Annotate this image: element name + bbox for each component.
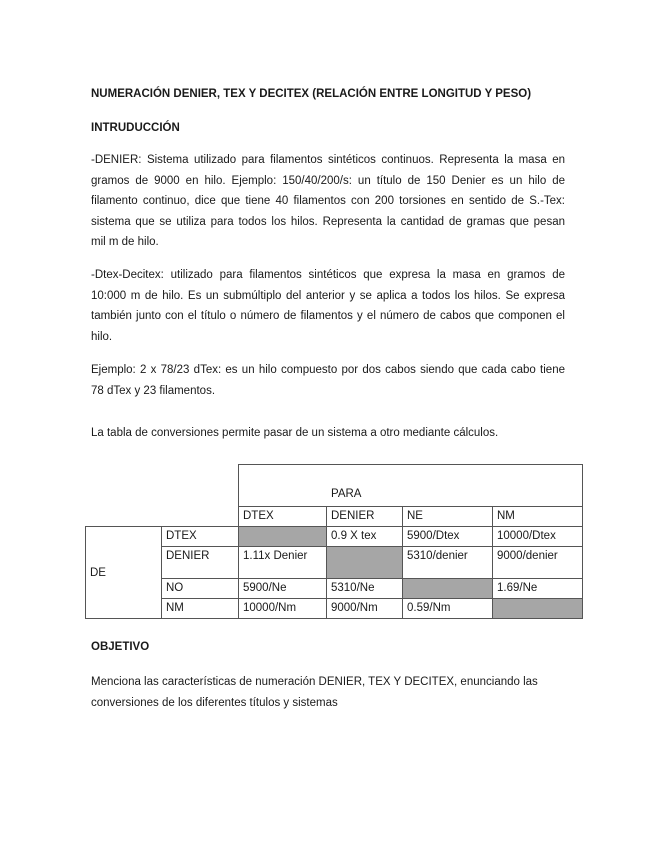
denier-line: mil m de hilo. (91, 236, 159, 249)
dtex-line: 10:000 m de hilo. Es un submúltiplo del anterior y se aplica a todos los hilos. Se expresa (91, 289, 565, 302)
denier-line: filamento continuo, dice que tiene 40 filamentos con 200 torsiones en sentido de S.-Tex: (91, 195, 565, 208)
table-cell: 0.59/Nm (403, 599, 493, 619)
table-cell: 1.69/Ne (493, 579, 583, 599)
conversion-table (85, 464, 583, 619)
table-cell: 0.9 X tex (327, 527, 403, 547)
table-cell: 9000/denier (493, 547, 583, 579)
table-cell: 10000/Nm (239, 599, 327, 619)
table-row (86, 527, 583, 547)
blank-cell (86, 507, 162, 527)
para-label: PARA (239, 465, 583, 507)
objetivo-heading: OBJETIVO (91, 641, 150, 653)
table-header-row (86, 465, 583, 507)
row-label: NM (162, 599, 239, 619)
blank-cell (162, 465, 239, 507)
table-cell (493, 599, 583, 619)
dtex-line: -Dtex-Decitex: utilizado para filamentos sintéticos que expresa la masa en gramos de (91, 269, 565, 281)
intro-heading: INTRUDUCCIÓN (91, 122, 180, 134)
column-header: DTEX (239, 507, 327, 527)
objetivo-line: Menciona las características de numeración DENIER, TEX Y DECITEX, enunciando las (91, 676, 538, 688)
table-cell: 5310/Ne (327, 579, 403, 599)
example-line: Ejemplo: 2 x 78/23 dTex: es un hilo compuesto por dos cabos siendo que cada cabo tiene (91, 364, 565, 376)
objetivo-paragraph (91, 672, 565, 713)
dtex-paragraph (91, 265, 565, 347)
table-cell: 5900/Ne (239, 579, 327, 599)
table-cell: 9000/Nm (327, 599, 403, 619)
denier-line: -DENIER: Sistema utilizado para filamentos sintéticos continuos. Representa la masa en (91, 154, 565, 166)
table-intro (91, 423, 565, 444)
table-cell: 10000/Dtex (493, 527, 583, 547)
table-intro-text: La tabla de conversiones permite pasar de un sistema a otro mediante cálculos. (91, 427, 499, 439)
denier-paragraph (91, 150, 565, 253)
column-headers-row (86, 507, 583, 527)
example-paragraph (91, 360, 565, 401)
dtex-line: hilo. (91, 330, 113, 343)
table-cell (403, 579, 493, 599)
objetivo-line: conversiones de los diferentes títulos y sistemas (91, 696, 338, 709)
table-cell (327, 547, 403, 579)
blank-cell (162, 507, 239, 527)
column-header: NM (493, 507, 583, 527)
de-label: DE (86, 527, 162, 619)
row-label: DENIER (162, 547, 239, 579)
table-cell: 5310/denier (403, 547, 493, 579)
row-label: DTEX (162, 527, 239, 547)
table-cell: 1.11x Denier (239, 547, 327, 579)
document-title: NUMERACIÓN DENIER, TEX Y DECITEX (RELACIÓN ENTRE LONGITUD Y PESO) (91, 88, 532, 100)
dtex-line: también junto con el título o número de filamentos y el número de cabos que componen el (91, 310, 565, 323)
example-line: 78 dTex y 23 filamentos. (91, 384, 216, 397)
row-label: NO (162, 579, 239, 599)
column-header: DENIER (327, 507, 403, 527)
column-header: NE (403, 507, 493, 527)
table-cell: 5900/Dtex (403, 527, 493, 547)
blank-cell (86, 465, 162, 507)
denier-line: sistema que se utiliza para todos los hilos. Representa la cantidad de gramas que pesan (91, 215, 565, 228)
table-cell (239, 527, 327, 547)
denier-line: gramos de 9000 en hilo. Ejemplo: 150/40/200/s: un título de 150 Denier es un hilo de (91, 174, 565, 187)
